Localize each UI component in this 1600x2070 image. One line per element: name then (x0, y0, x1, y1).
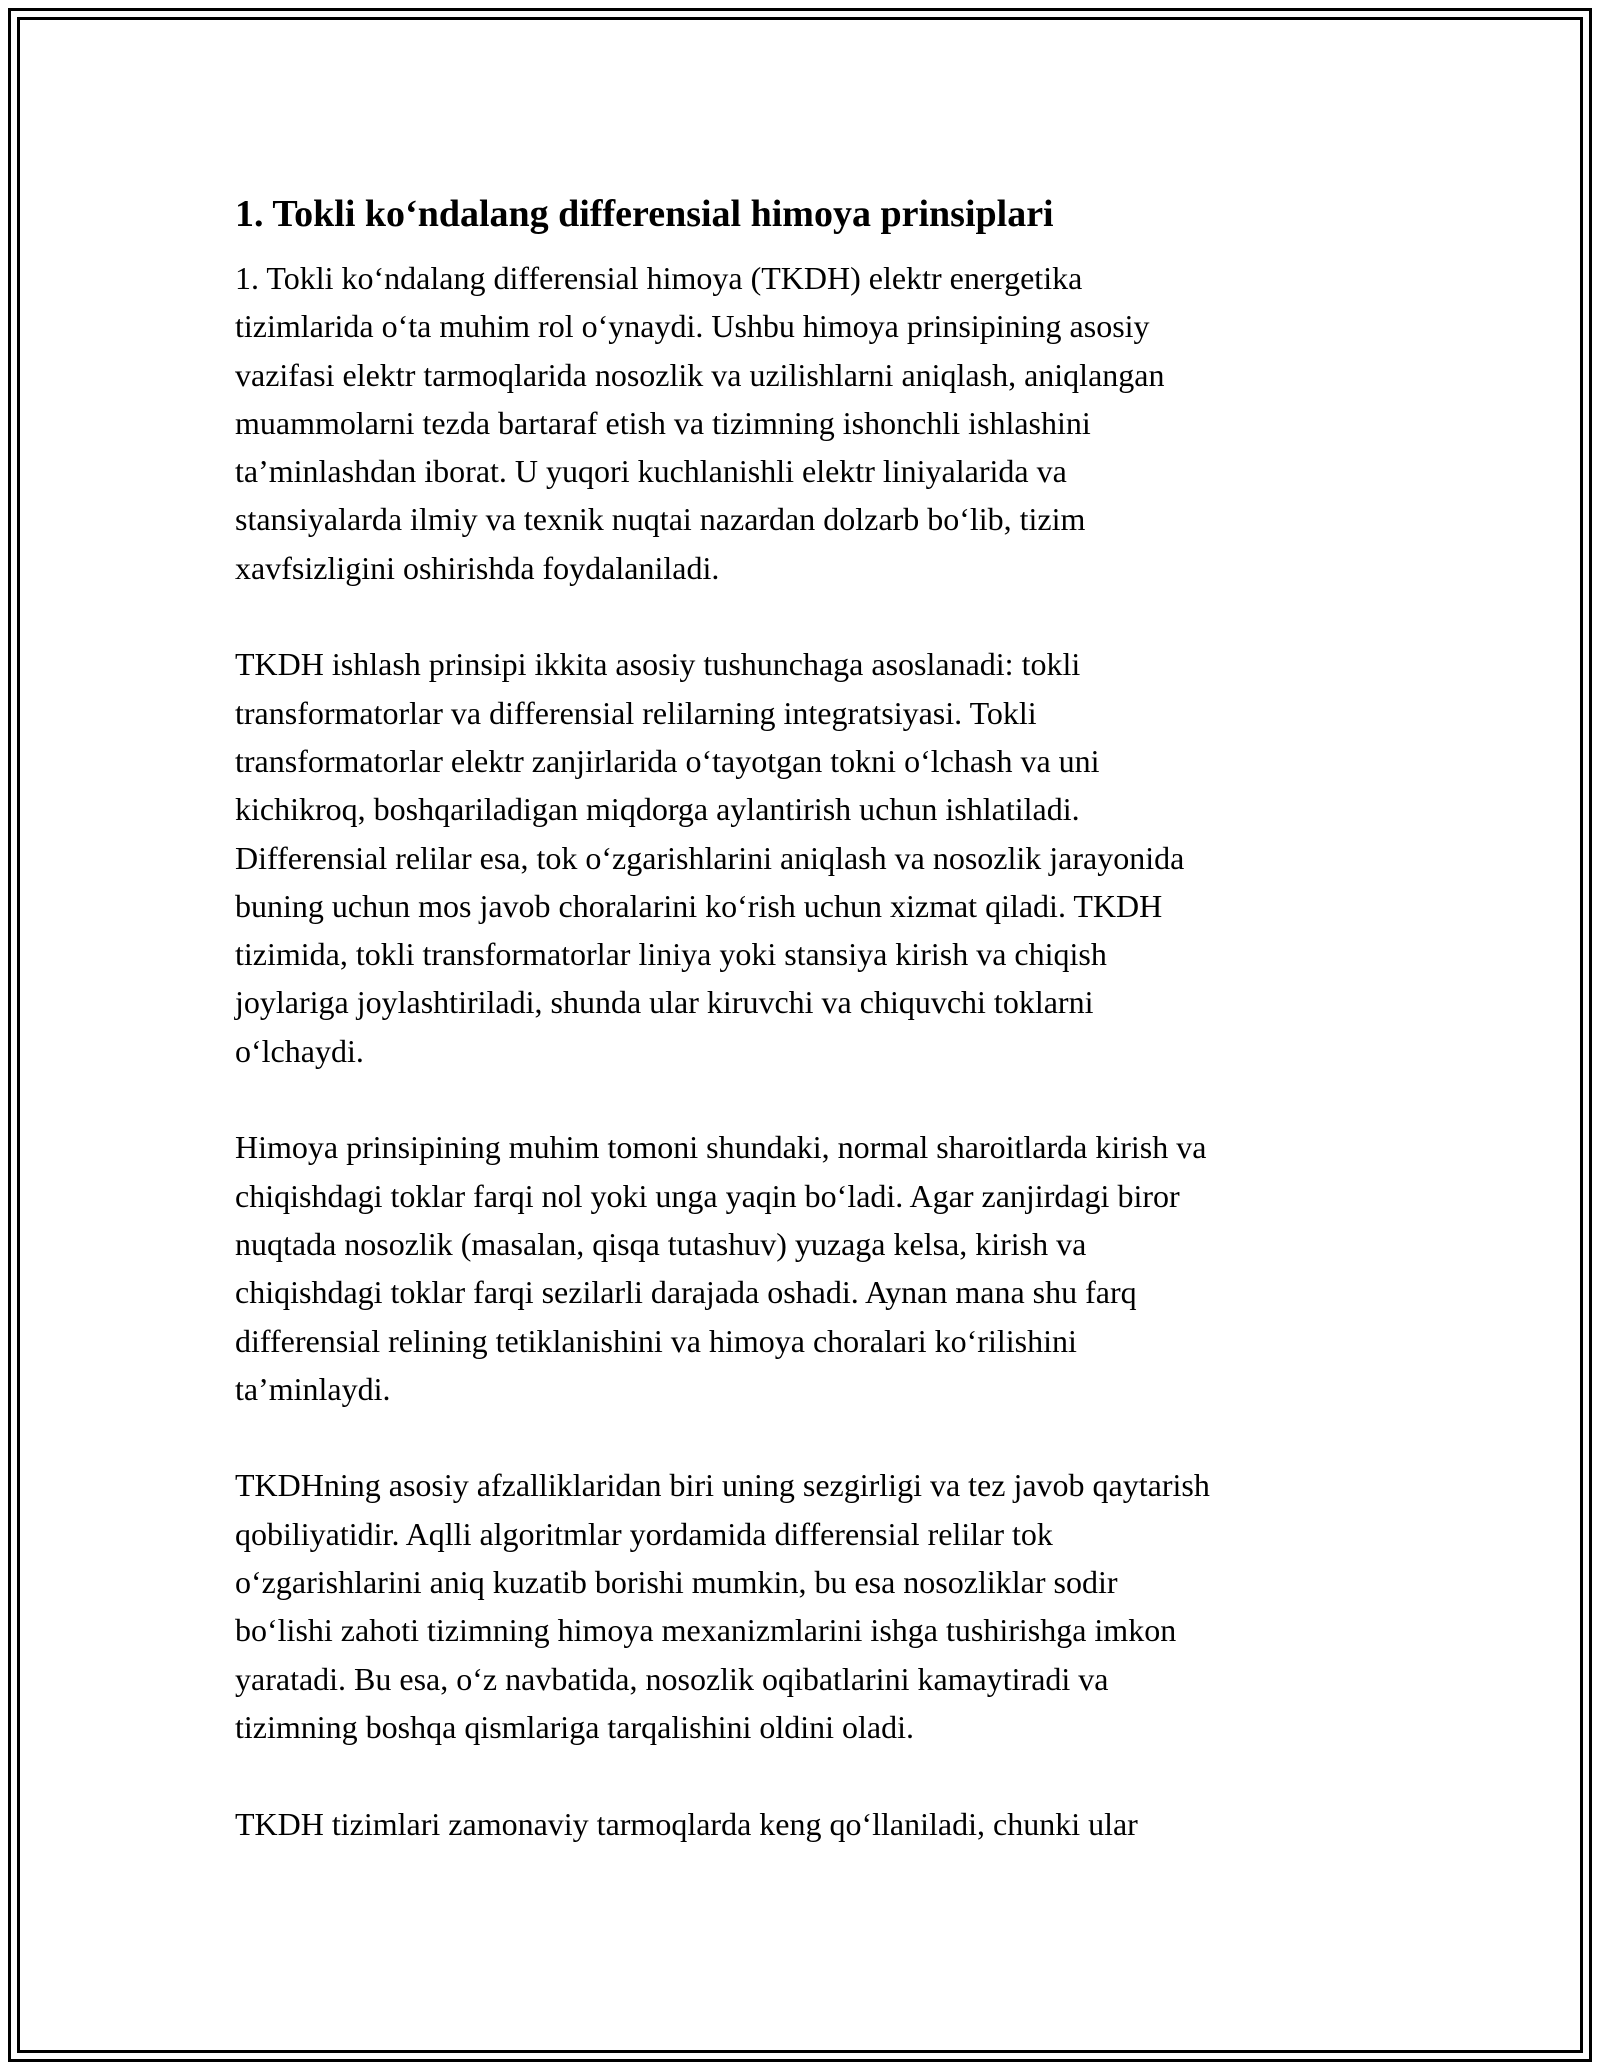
text-line: transformatorlar va differensial relilarning integratsiyasi. Tokli (235, 694, 1037, 731)
paragraph-spacer (235, 1413, 1365, 1461)
paragraph-3 (235, 1123, 1365, 1413)
text-line: o‘lchaydi. (235, 1032, 364, 1069)
document-body (235, 186, 1365, 1848)
text-line: buning uchun mos javob choralarini ko‘rish uchun xizmat qiladi. TKDH (235, 887, 1163, 924)
text-line: tizimning boshqa qismlariga tarqalishini oldini oladi. (235, 1708, 915, 1745)
text-line: Differensial relilar esa, tok o‘zgarishlarini aniqlash va nosozlik jarayonida (235, 839, 1185, 876)
text-line: Himoya prinsipining muhim tomoni shundaki, normal sharoitlarda kirish va (235, 1129, 1207, 1166)
text-line: kichikroq, boshqariladigan miqdorga aylantirish uchun ishlatiladi. (235, 791, 1080, 828)
text-line: TKDH tizimlari zamonaviy tarmoqlarda keng qo‘llaniladi, chunki ular (235, 1805, 1138, 1842)
paragraph-spacer (235, 1751, 1365, 1799)
text-line: nuqtada nosozlik (masalan, qisqa tutashuv) yuzaga kelsa, kirish va (235, 1225, 1087, 1262)
text-line: ta’minlashdan iborat. U yuqori kuchlanishli elektr liniyalarida va (235, 453, 1067, 490)
text-line: qobiliyatidir. Aqlli algoritmlar yordamida differensial relilar tok (235, 1515, 1053, 1552)
paragraph-4 (235, 1461, 1365, 1751)
text-line: xavfsizligini oshirishda foydalaniladi. (235, 549, 720, 586)
text-line: vazifasi elektr tarmoqlarida nosozlik va uzilishlarni aniqlash, aniqlangan (235, 356, 1165, 393)
section-heading: 1. Tokli ko‘ndalang differensial himoya prinsiplari (235, 193, 1054, 235)
text-line: differensial relining tetiklanishini va himoya choralari ko‘rilishini (235, 1322, 1077, 1359)
text-line: TKDHning asosiy afzalliklaridan biri uning sezgirligi va tez javob qaytarish (235, 1467, 1210, 1504)
text-line: tizimida, tokli transformatorlar liniya yoki stansiya kirish va chiqish (235, 936, 1107, 973)
text-line: ta’minlaydi. (235, 1370, 391, 1407)
paragraph-spacer (235, 592, 1365, 640)
text-line: o‘zgarishlarini aniq kuzatib borishi mumkin, bu esa nosozliklar sodir (235, 1564, 1118, 1601)
text-line: joylariga joylashtiriladi, shunda ular kiruvchi va chiquvchi toklarni (235, 984, 1094, 1021)
text-line: stansiyalarda ilmiy va texnik nuqtai nazardan dolzarb bo‘lib, tizim (235, 501, 1086, 538)
text-line: transformatorlar elektr zanjirlarida o‘tayotgan tokni o‘lchash va uni (235, 742, 1100, 779)
paragraph-spacer (235, 1075, 1365, 1123)
paragraph-1 (235, 254, 1365, 592)
text-line: bo‘lishi zahoti tizimning himoya mexanizmlarini ishga tushirishga imkon (235, 1612, 1177, 1649)
text-line: 1. Tokli ko‘ndalang differensial himoya (TKDH) elektr energetika (235, 260, 1083, 296)
text-line: chiqishdagi toklar farqi sezilarli darajada oshadi. Aynan mana shu farq (235, 1274, 1137, 1311)
paragraph-2 (235, 640, 1365, 1075)
text-line: TKDH ishlash prinsipi ikkita asosiy tushunchaga asoslanadi: tokli (235, 646, 1081, 683)
text-line: muammolarni tezda bartaraf etish va tizimning ishonchli ishlashini (235, 404, 1091, 441)
text-line: tizimlarida o‘ta muhim rol o‘ynaydi. Ushbu himoya prinsipining asosiy (235, 308, 1150, 345)
text-line: chiqishdagi toklar farqi nol yoki unga yaqin bo‘ladi. Agar zanjirdagi biror (235, 1177, 1180, 1214)
paragraph-5 (235, 1800, 1365, 1848)
text-line: yaratadi. Bu esa, o‘z navbatida, nosozlik oqibatlarini kamaytiradi va (235, 1660, 1109, 1697)
